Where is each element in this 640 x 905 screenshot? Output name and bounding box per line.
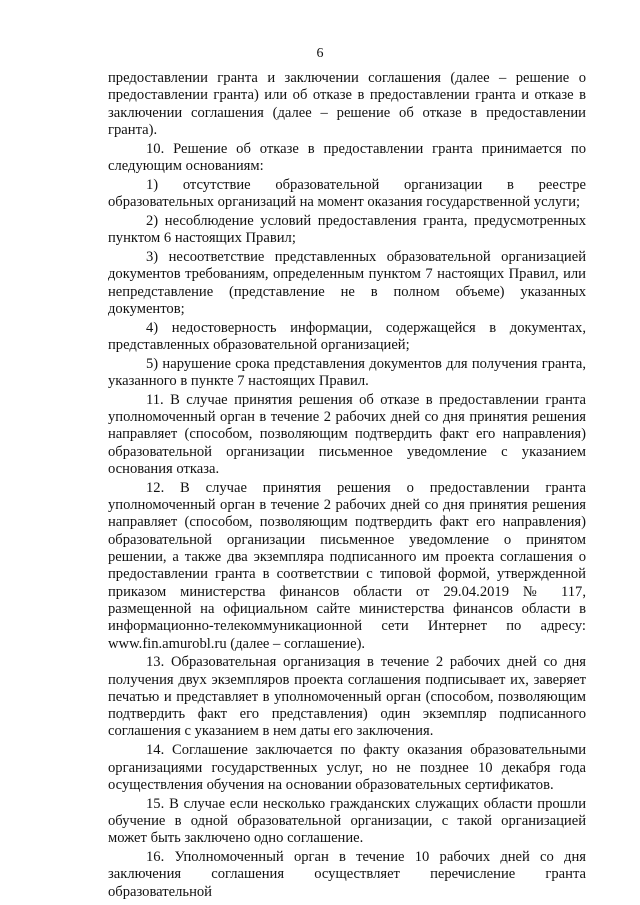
paragraph-10: 10. Решение об отказе в предоставлении гранта принимается по следующим основаниям: bbox=[108, 140, 586, 174]
paragraph-continuation: предоставлении гранта и заключении соглашения (далее – решение о предоставлении гранта) или об отказе в предоставлении гранта и отказе в заключении соглашения (далее – решение об отказе в предоставлении гранта). bbox=[108, 70, 586, 138]
paragraph-13: 13. Образовательная организация в течение 2 рабочих дней со дня получения двух экземпляров проекта соглашения подписывает их, заверяет печатью и представляет в уполномоченный орган (способом, позволяющим подтвердить факт его представления) один экземпляр подписанного соглашения с указанием в нем даты его заключения. bbox=[108, 654, 586, 740]
document-body bbox=[108, 70, 586, 902]
list-item-3: 3) несоответствие представленных образовательной организацией документов требованиям, определенным пунктом 7 настоящих Правил, или непредставление (представление не в полном объеме) указанных документов; bbox=[108, 248, 586, 317]
paragraph-15: 15. В случае если несколько гражданских служащих области прошли обучение в одной образовательной организации, с такой организацией может быть заключено одно соглашение. bbox=[108, 795, 586, 847]
page-number: 6 bbox=[316, 46, 324, 61]
paragraph-11: 11. В случае принятия решения об отказе в предоставлении гранта уполномоченный орган в течение 2 рабочих дней со дня принятия решения направляет (способом, позволяющим подтвердить факт его направления) образовательной организации письменное уведомление с указанием основания отказа. bbox=[108, 391, 586, 478]
list-item-1: 1) отсутствие образовательной организации в реестре образовательных организаций на момент оказания государственной услуги; bbox=[108, 176, 586, 211]
paragraph-16: 16. Уполномоченный орган в течение 10 рабочих дней со дня заключения соглашения осуществляет перечисление гранта образовательной bbox=[108, 849, 586, 900]
list-item-2: 2) несоблюдение условий предоставления гранта, предусмотренных пунктом 6 настоящих Правил; bbox=[108, 212, 586, 247]
paragraph-14: 14. Соглашение заключается по факту оказания образовательными организациями государственных услуг, но не позднее 10 декабря года осуществления обучения на основании образовательных сертификатов. bbox=[108, 742, 586, 793]
list-item-5: 5) нарушение срока представления документов для получения гранта, указанного в пункте 7 настоящих Правил. bbox=[108, 355, 586, 390]
list-item-4: 4) недостоверность информации, содержащейся в документах, представленных образовательной организацией; bbox=[108, 319, 586, 353]
paragraph-12: 12. В случае принятия решения о предоставлении гранта уполномоченный орган в течение 2 рабочих дней со дня принятия решения направляет (способом, позволяющим подтвердить факт его направления) образовательной организации письменное уведомление о принятом решении, а также два экземпляра подписанного им проекта соглашения о предоставлении гранта в соответствии с типовой формой, утвержденной приказом министерства финансов области от 29.04.2019 № 117, размещенной на официальном сайте министерства финансов области в информационно-телекоммуникационной сети Интернет по адресу: www.fin.amurobl.ru (далее – соглашение). bbox=[108, 479, 586, 652]
